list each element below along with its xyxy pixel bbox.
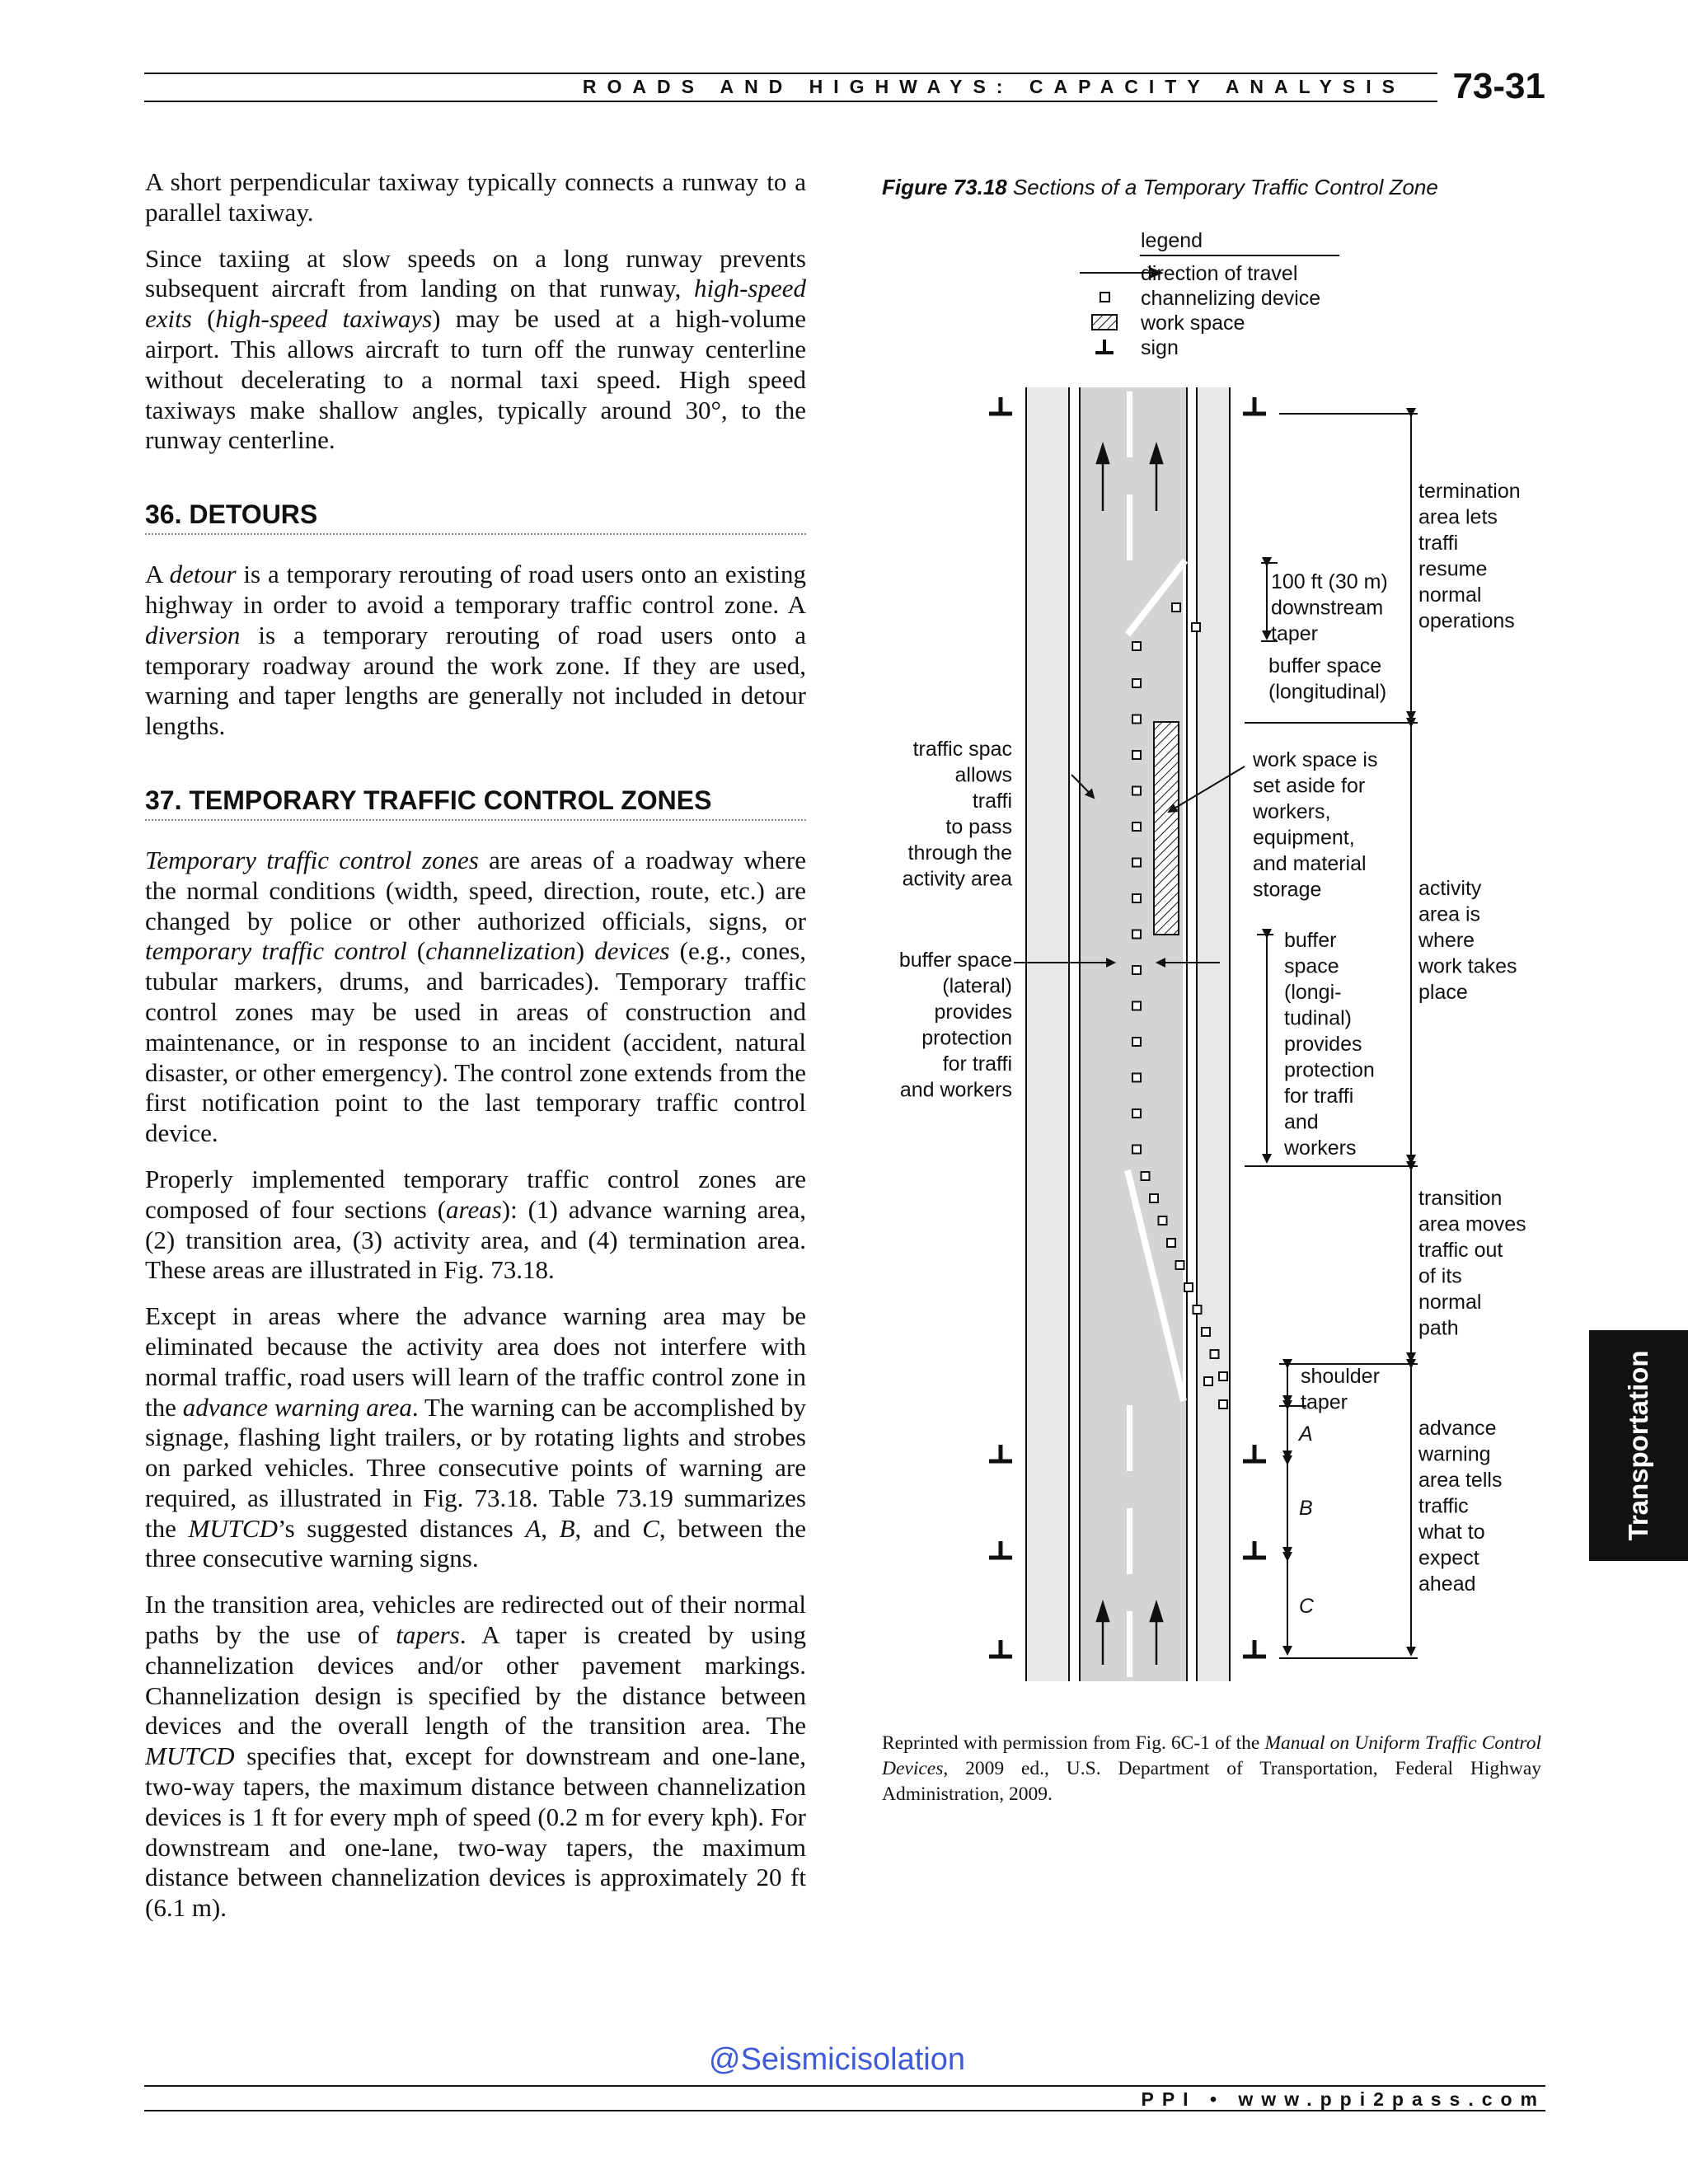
figure-number: Figure 73.18 — [882, 175, 1007, 199]
buffer-space-longitudinal-protection-label-line: and — [1284, 1110, 1319, 1134]
term-a: A — [525, 1513, 542, 1543]
text-run: is a temporary rerouting of road users onto a temporary roadway around the work zone. If they are used, warning and taper lengths are generally not included in detour lengths. — [145, 620, 806, 741]
termination-area-label-line: area lets — [1418, 505, 1498, 529]
text-run: Properly implemented temporary traffic control zones are composed of four sections ( — [145, 1164, 806, 1224]
work-space-icon — [1092, 315, 1117, 330]
page-number: 73-31 — [1437, 66, 1545, 107]
channelizing-device — [1132, 823, 1141, 831]
channelizing-device — [1142, 1172, 1150, 1180]
text-run: ): (1) advance warning area, (2) transition area, (3) activity area, and (4) termination area. These areas are illustrated in Fig. 73.18. — [145, 1194, 806, 1285]
buffer-space-longitudinal-label-line: (longitudinal) — [1268, 680, 1387, 704]
distance-label-a: A — [1299, 1422, 1313, 1446]
text-run: A — [145, 560, 170, 589]
advance-warning-area-label-line: advance — [1418, 1417, 1497, 1440]
channelizing-device — [1150, 1194, 1158, 1202]
text-run: ’s suggested distances — [277, 1513, 526, 1543]
sign-icon — [1243, 1640, 1266, 1657]
channelizing-device — [1219, 1400, 1227, 1408]
text-run: Reprinted with permission from Fig. 6C-1 of the — [882, 1732, 1265, 1754]
legend-direction-of-travel: direction of travel — [1141, 262, 1298, 285]
work-space-label-line: and material — [1253, 852, 1367, 875]
term-channelization: channelization — [425, 936, 576, 966]
page-footer — [144, 2079, 1545, 2111]
text-run: In the transition area, vehicles are redirected out of their normal paths by the use of — [145, 1590, 806, 1650]
channelizing-device — [1132, 1074, 1141, 1082]
term-ttc: temporary traffic control — [145, 936, 407, 966]
term-ttc-zones: Temporary traffic control zones — [145, 845, 479, 874]
sign-icon — [1243, 1541, 1266, 1558]
transition-area-label-line: traffic out — [1418, 1239, 1503, 1262]
work-space-label-line: equipment, — [1253, 826, 1355, 850]
termination-area-label-line: traffi — [1418, 532, 1459, 555]
buffer-space-lateral-label-line: provides — [934, 1001, 1012, 1024]
termination-area-label-line: normal — [1418, 583, 1482, 607]
channelizing-device — [1219, 1372, 1227, 1380]
channelizing-device — [1192, 623, 1200, 631]
term-b: B — [559, 1513, 575, 1543]
advance-warning-area-label-line: area tells — [1418, 1469, 1503, 1492]
buffer-space-lateral-label-line: buffer space — [898, 949, 1012, 972]
text-run: . The warning can be accomplished by signage, flashing light trailers, or by rotating lights and strobes on parked vehicles. Three consecutive points of warning are required, as illustrated in Fig. 73.18. Table 73.19 summarizes the — [145, 1392, 807, 1543]
buffer-space-lateral-label — [899, 949, 1012, 1102]
channelizing-device-icon — [1100, 293, 1109, 302]
text-run: ( — [191, 304, 216, 334]
channelizing-device — [1132, 1146, 1141, 1154]
activity-area-label — [1418, 877, 1517, 1004]
buffer-space-longitudinal-protection-label-line: space — [1284, 954, 1339, 978]
sign-icon — [1243, 1445, 1266, 1461]
advance-warning-area-label-line: what to — [1418, 1521, 1485, 1544]
traffic-space-label-line: traffic spac — [912, 738, 1012, 761]
buffer-space-longitudinal-protection-label-line: workers — [1284, 1137, 1357, 1160]
downstream-taper-label-line: downstream — [1271, 596, 1384, 620]
watermark: @Seismicisolation — [709, 2042, 966, 2077]
advance-warning-area-label-line: ahead — [1418, 1572, 1476, 1596]
buffer-space-lateral-label-line: protection — [921, 1026, 1012, 1050]
traffic-space-label — [903, 738, 1012, 891]
work-space-label — [1252, 748, 1377, 902]
activity-area-label-line: work takes — [1418, 954, 1517, 978]
term-detour: detour — [169, 560, 237, 589]
traffic-space-label-line: to pass — [945, 815, 1012, 839]
shoulder-taper-label-line: taper — [1301, 1390, 1348, 1414]
text-run: Except in areas where the advance warning area may be eliminated because the activity area does not interfere with normal traffic, road users will learn of the traffic control zone in the — [145, 1301, 806, 1422]
transition-area-label-line: transition — [1418, 1187, 1503, 1210]
term-mutcd: MUTCD — [188, 1513, 278, 1543]
advance-warning-area-label-line: warning — [1418, 1442, 1491, 1466]
heading-detours: 36. DETOURS — [145, 499, 806, 535]
buffer-space-lateral-label-line: (lateral) — [942, 974, 1012, 998]
reprint-credit — [882, 1731, 1541, 1807]
channelizing-device — [1132, 859, 1141, 867]
term-tapers: tapers — [396, 1620, 460, 1650]
publisher-url: PPI • www.ppi2pass.com — [1141, 2088, 1545, 2110]
traffic-space-label-line: traffi — [972, 790, 1012, 813]
buffer-space-longitudinal-protection-label — [1283, 929, 1375, 1160]
text-run: ) may be used at a high-volume airport. This allows aircraft to turn off the runway centerline without decelerating to a normal taxi speed. High speed taxiways make shallow angles, typically around 30°, to the runway centerline. — [145, 304, 806, 455]
work-space-label-line: workers, — [1253, 800, 1331, 823]
text-run: (e.g., cones, tubular markers, drums, and barricades). Temporary traffic control zones may be used in areas of construction and maintenance, or in response to an incident (accident, natural disaster, or other emergency). The control zone extends from the first notification point to the last temporary traffic control device. — [145, 936, 807, 1148]
heading-temporary-traffic-control-zones: 37. TEMPORARY TRAFFIC CONTROL ZONES — [145, 785, 806, 821]
buffer-space-longitudinal-protection-label-line: for traffi — [1284, 1085, 1354, 1108]
channelizing-device — [1132, 894, 1141, 902]
buffer-space-lateral-label-line: and workers — [899, 1078, 1012, 1102]
text-run: . A taper is created by using channelization devices and/or other pavement markings. Channelization design is specified by the distance between devices and the overall length of the transition area. The — [145, 1620, 806, 1741]
term-high-speed-taxiways: high-speed taxiways — [215, 304, 433, 334]
channelizing-device — [1132, 679, 1141, 687]
text-run: , — [541, 1513, 560, 1543]
channelizing-device — [1132, 751, 1141, 759]
term-areas: areas — [446, 1194, 502, 1224]
buffer-space-longitudinal-protection-label-line: protection — [1284, 1058, 1375, 1082]
running-title: ROADS AND HIGHWAYS: CAPACITY ANALYSIS — [582, 76, 1405, 97]
channelizing-device — [1132, 1109, 1141, 1118]
channelizing-device — [1132, 1002, 1141, 1010]
channelizing-device — [1172, 603, 1180, 612]
buffer-space-longitudinal-protection-label-line: provides — [1284, 1033, 1362, 1056]
sign-icon — [989, 397, 1012, 414]
term-devices: devices — [594, 936, 670, 966]
buffer-space-longitudinal-label — [1268, 654, 1386, 704]
page-header — [144, 58, 1545, 107]
text-run: specifies that, except for downstream and one-lane, two-way tapers, the maximum distance between channelization devices is 1 ft for every mph of speed (0.2 m for every kph). For downstream and one-lane, two-way tapers, the maximum distance between channelization devices is approximately 20 ft (6.1 m). — [145, 1741, 806, 1923]
term-mutcd: MUTCD — [145, 1741, 235, 1771]
downstream-taper-label — [1271, 570, 1388, 645]
activity-area-label-line: where — [1418, 929, 1475, 952]
paragraph-advance-warning — [145, 1301, 806, 1574]
transition-area-label — [1418, 1187, 1526, 1340]
paragraph-taxiway: A short perpendicular taxiway typically connects a runway to a parallel taxiway. — [145, 167, 806, 227]
legend-title: legend — [1141, 229, 1203, 252]
channelizing-device — [1184, 1283, 1193, 1291]
paragraph-high-speed-exits — [145, 244, 806, 457]
right-shoulder — [1197, 387, 1230, 1681]
channelizing-device — [1132, 642, 1141, 650]
transition-area-label-line: path — [1418, 1316, 1459, 1340]
paragraph-four-sections — [145, 1165, 806, 1286]
paragraph-ttc-zones — [145, 846, 806, 1149]
channelizing-device — [1132, 1038, 1141, 1046]
channelizing-device — [1159, 1216, 1167, 1225]
sign-icon — [989, 1640, 1012, 1657]
work-space-label-line: work space is — [1253, 748, 1378, 771]
term-high-speed-exits: high-speed exits — [145, 274, 806, 334]
transition-area-label-line: of its — [1418, 1264, 1462, 1288]
channelizing-device — [1132, 930, 1141, 939]
text-run: , between the three consecutive warning signs. — [145, 1513, 806, 1573]
header-rule-bottom — [144, 101, 1545, 102]
sign-icon — [1243, 397, 1266, 414]
text-run: ( — [406, 936, 426, 966]
footer-rule-top — [144, 2085, 1545, 2087]
buffer-space-longitudinal-label-line: buffer space — [1268, 654, 1382, 677]
figure-caption — [882, 175, 1438, 200]
channelizing-device — [1204, 1377, 1212, 1385]
advance-warning-area-label-line: traffic — [1418, 1494, 1469, 1518]
traffic-space-label-line: allows — [954, 763, 1012, 787]
text-run: is a temporary rerouting of road users onto an existing highway in order to avoid a temporary traffic control zone. A — [145, 560, 807, 619]
advance-warning-area-label — [1418, 1417, 1502, 1596]
channelizing-device — [1202, 1328, 1210, 1336]
traffic-space-label-line: through the — [907, 841, 1012, 865]
legend — [1080, 229, 1339, 359]
section-tab — [1589, 1330, 1688, 1561]
road — [1026, 387, 1230, 1681]
legend-channelizing-device: channelizing device — [1141, 287, 1321, 310]
buffer-space-longitudinal-protection-label-line: buffer — [1284, 929, 1337, 952]
figure-title: Sections of a Temporary Traffic Control Zone — [1012, 175, 1438, 199]
legend-work-space: work space — [1141, 312, 1245, 335]
shoulder-taper-label-line: shoulder — [1301, 1365, 1380, 1388]
channelizing-device — [1193, 1305, 1202, 1314]
sign-icon — [1095, 340, 1114, 353]
left-column — [145, 167, 806, 1939]
transition-area-label-line: normal — [1418, 1291, 1482, 1314]
termination-area-label-line: operations — [1418, 609, 1515, 633]
ttc-zone-diagram — [874, 221, 1550, 1696]
text-run: , and — [574, 1513, 643, 1543]
legend-sign: sign — [1141, 336, 1179, 359]
buffer-space-lateral-label-line: for traffi — [942, 1052, 1012, 1076]
activity-area-label-line: place — [1418, 981, 1468, 1004]
termination-area-label-line: resume — [1418, 557, 1488, 581]
footer-rule-bottom — [144, 2110, 1545, 2111]
section-tab-label: Transportation — [1623, 1350, 1653, 1541]
paragraph-detours — [145, 560, 806, 742]
text-run: Since taxiing at slow speeds on a long runway prevents subsequent aircraft from landing on that runway, — [145, 243, 806, 303]
left-shoulder — [1026, 387, 1069, 1681]
channelizing-device — [1176, 1261, 1184, 1269]
text-run: ) — [575, 936, 595, 966]
downstream-taper-label-line: taper — [1271, 622, 1318, 645]
text-run: are areas of a roadway where the normal conditions (width, speed, direction, route, etc.) are changed by police or other authorized officials, signs, or — [145, 845, 806, 935]
traffic-space-label-line: activity area — [902, 867, 1012, 891]
advance-warning-area-label-line: expect — [1418, 1546, 1479, 1570]
text-run: , 2009 ed., U.S. Department of Transportation, Federal Highway Administration, 2009. — [882, 1758, 1541, 1805]
transition-area-label-line: area moves — [1418, 1212, 1526, 1236]
term-c: C — [642, 1513, 659, 1543]
downstream-taper-label-line: 100 ft (30 m) — [1271, 570, 1388, 593]
shoulder-taper-label — [1301, 1365, 1380, 1414]
activity-area-label-line: area is — [1418, 902, 1481, 926]
channelizing-device — [1167, 1239, 1175, 1247]
channelizing-device — [1132, 715, 1141, 724]
termination-area-label — [1418, 480, 1521, 633]
term-diversion: diversion — [145, 620, 241, 649]
channelizing-device — [1211, 1350, 1219, 1358]
sign-icon — [989, 1445, 1012, 1461]
buffer-space-longitudinal-protection-label-line: (longi- — [1284, 981, 1342, 1004]
term-advance-warning-area: advance warning area — [182, 1392, 412, 1422]
termination-area-label-line: termination — [1418, 480, 1521, 503]
activity-area-label-line: activity — [1418, 877, 1482, 900]
buffer-space-longitudinal-protection-label-line: tudinal) — [1284, 1006, 1352, 1030]
channelizing-device — [1132, 966, 1141, 974]
work-space — [1154, 722, 1179, 935]
paragraph-transition-area — [145, 1590, 806, 1924]
distance-label-c: C — [1299, 1595, 1315, 1618]
channelizing-device — [1132, 787, 1141, 795]
work-space-label-line: storage — [1253, 878, 1322, 902]
source-title: Manual on Uniform Traffic Control Devices — [882, 1732, 1541, 1779]
sign-icon — [989, 1541, 1012, 1558]
distance-label-b: B — [1299, 1497, 1313, 1520]
work-space-label-line: set aside for — [1253, 774, 1366, 798]
